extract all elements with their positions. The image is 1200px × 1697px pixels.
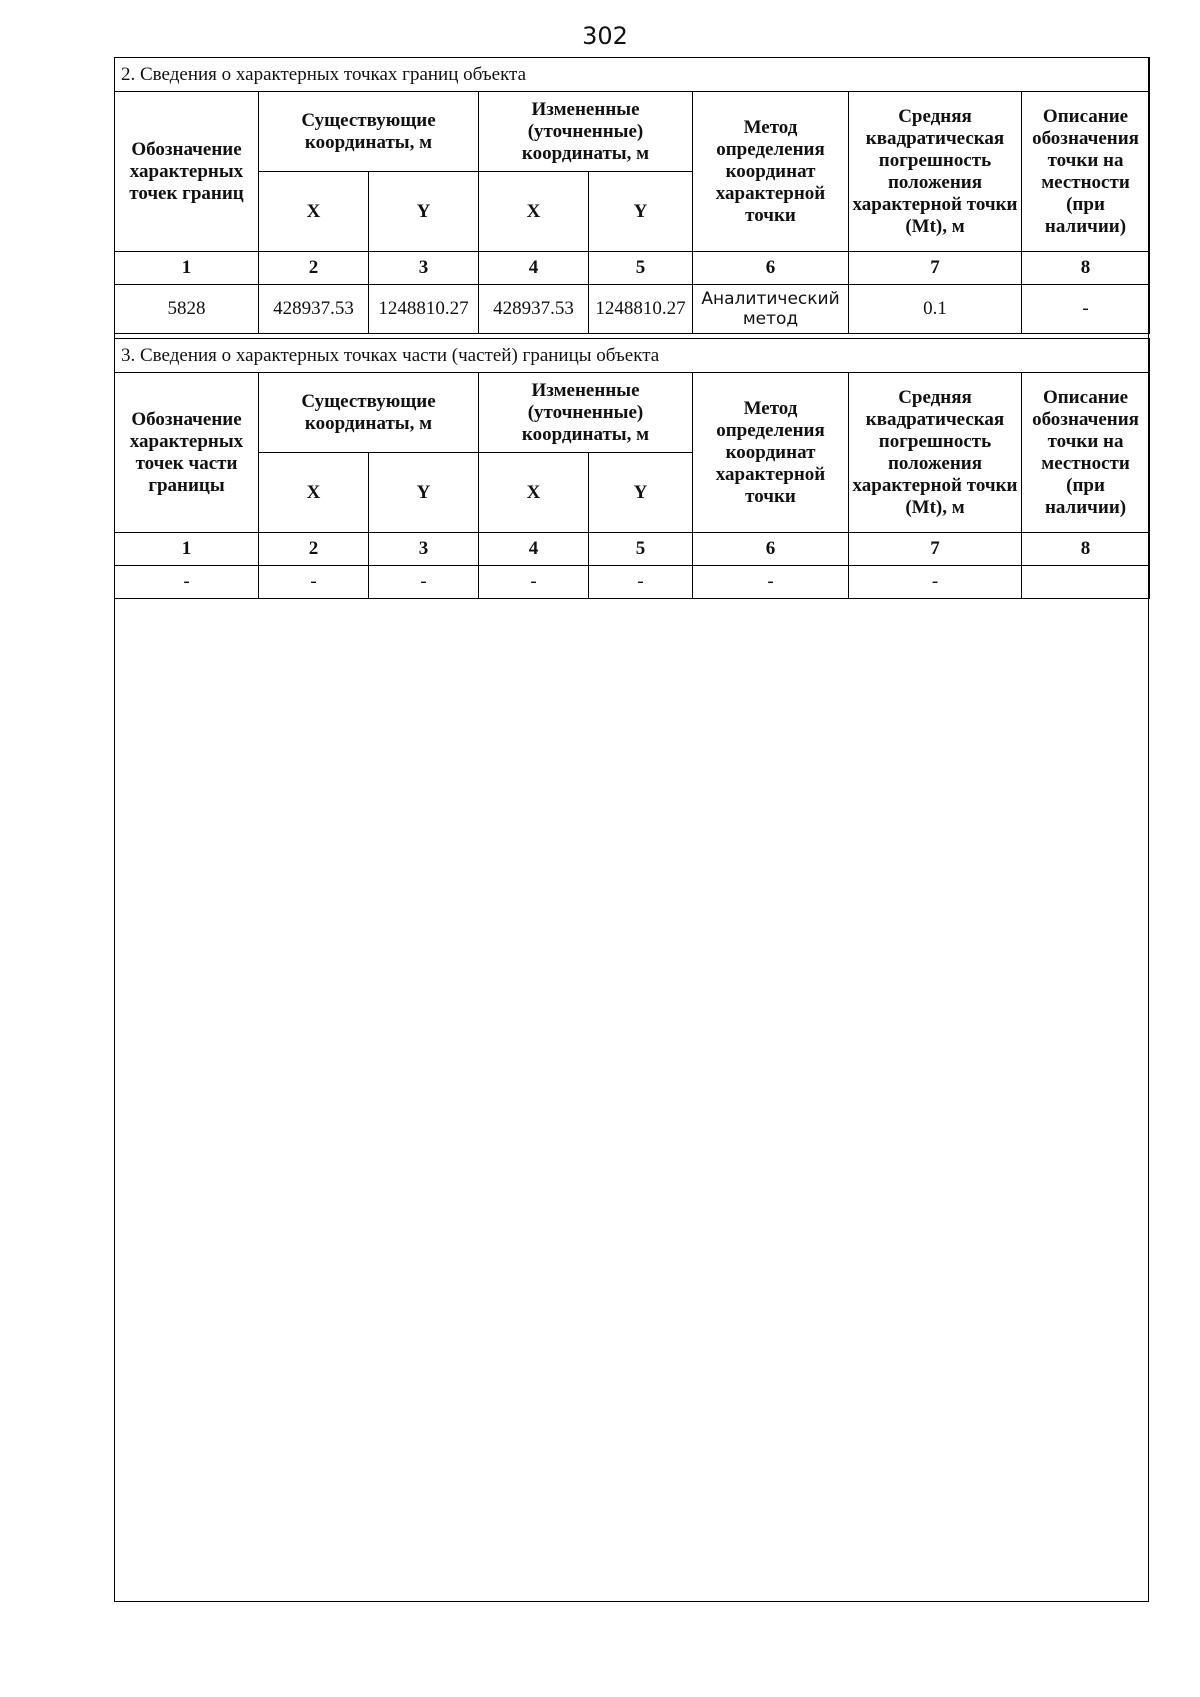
column-number: 4 bbox=[479, 252, 589, 285]
header-designation: Обозначение характерных точек границ bbox=[115, 92, 259, 252]
column-number: 8 bbox=[1022, 533, 1150, 566]
section-title: 3. Сведения о характерных точках части (частей) границы объекта bbox=[115, 339, 1150, 373]
cell-x-changed: 428937.53 bbox=[479, 285, 589, 334]
column-number: 8 bbox=[1022, 252, 1150, 285]
cell-mean-error: 0.1 bbox=[849, 285, 1022, 334]
header-x-changed: X bbox=[479, 453, 589, 533]
cell-y-changed: - bbox=[589, 566, 693, 599]
cell-point-id: - bbox=[115, 566, 259, 599]
cell-x-existing: 428937.53 bbox=[259, 285, 369, 334]
column-number: 4 bbox=[479, 533, 589, 566]
cell-mean-error: - bbox=[849, 566, 1022, 599]
cell-x-existing: - bbox=[259, 566, 369, 599]
column-number: 7 bbox=[849, 252, 1022, 285]
header-y-existing: Y bbox=[369, 172, 479, 252]
header-designation: Обозначение характерных точек части границы bbox=[115, 373, 259, 533]
header-method: Метод определения координат характерной точки bbox=[693, 373, 849, 533]
cell-y-changed: 1248810.27 bbox=[589, 285, 693, 334]
section-title: 2. Сведения о характерных точках границ объекта bbox=[115, 58, 1150, 92]
column-number: 2 bbox=[259, 252, 369, 285]
column-numbers-row bbox=[115, 252, 1150, 285]
column-number: 7 bbox=[849, 533, 1022, 566]
cell-description: - bbox=[1022, 285, 1150, 334]
column-number: 3 bbox=[369, 252, 479, 285]
header-method: Метод определения координат характерной точки bbox=[693, 92, 849, 252]
header-y-existing: Y bbox=[369, 453, 479, 533]
cell-method: Аналитический метод bbox=[693, 285, 849, 334]
header-existing-coordinates: Существующие координаты, м bbox=[259, 373, 479, 453]
header-x-existing: X bbox=[259, 172, 369, 252]
cell-method: - bbox=[693, 566, 849, 599]
cell-y-existing: - bbox=[369, 566, 479, 599]
header-description: Описание обозначения точки на местности (при наличии) bbox=[1022, 92, 1150, 252]
cell-y-existing: 1248810.27 bbox=[369, 285, 479, 334]
cell-x-changed: - bbox=[479, 566, 589, 599]
column-number: 1 bbox=[115, 533, 259, 566]
cell-point-id: 5828 bbox=[115, 285, 259, 334]
header-changed-coordinates: Измененные (уточненные) координаты, м bbox=[479, 92, 693, 172]
table-row bbox=[115, 285, 1150, 334]
table-row bbox=[115, 566, 1150, 599]
cell-description bbox=[1022, 566, 1150, 599]
header-existing-coordinates: Существующие координаты, м bbox=[259, 92, 479, 172]
column-number: 6 bbox=[693, 252, 849, 285]
header-y-changed: Y bbox=[589, 453, 693, 533]
column-number: 2 bbox=[259, 533, 369, 566]
header-x-existing: X bbox=[259, 453, 369, 533]
boundary-part-points-table bbox=[114, 338, 1150, 599]
header-x-changed: X bbox=[479, 172, 589, 252]
header-description: Описание обозначения точки на местности (при наличии) bbox=[1022, 373, 1150, 533]
header-mean-error: Средняя квадратическая погрешность положения характерной точки (Mt), м bbox=[849, 92, 1022, 252]
column-number: 6 bbox=[693, 533, 849, 566]
header-y-changed: Y bbox=[589, 172, 693, 252]
header-changed-coordinates: Измененные (уточненные) координаты, м bbox=[479, 373, 693, 453]
page-number: 302 bbox=[582, 22, 628, 50]
column-numbers-row bbox=[115, 533, 1150, 566]
header-mean-error: Средняя квадратическая погрешность положения характерной точки (Mt), м bbox=[849, 373, 1022, 533]
column-number: 5 bbox=[589, 533, 693, 566]
column-number: 3 bbox=[369, 533, 479, 566]
column-number: 1 bbox=[115, 252, 259, 285]
boundary-points-table bbox=[114, 57, 1150, 334]
column-number: 5 bbox=[589, 252, 693, 285]
